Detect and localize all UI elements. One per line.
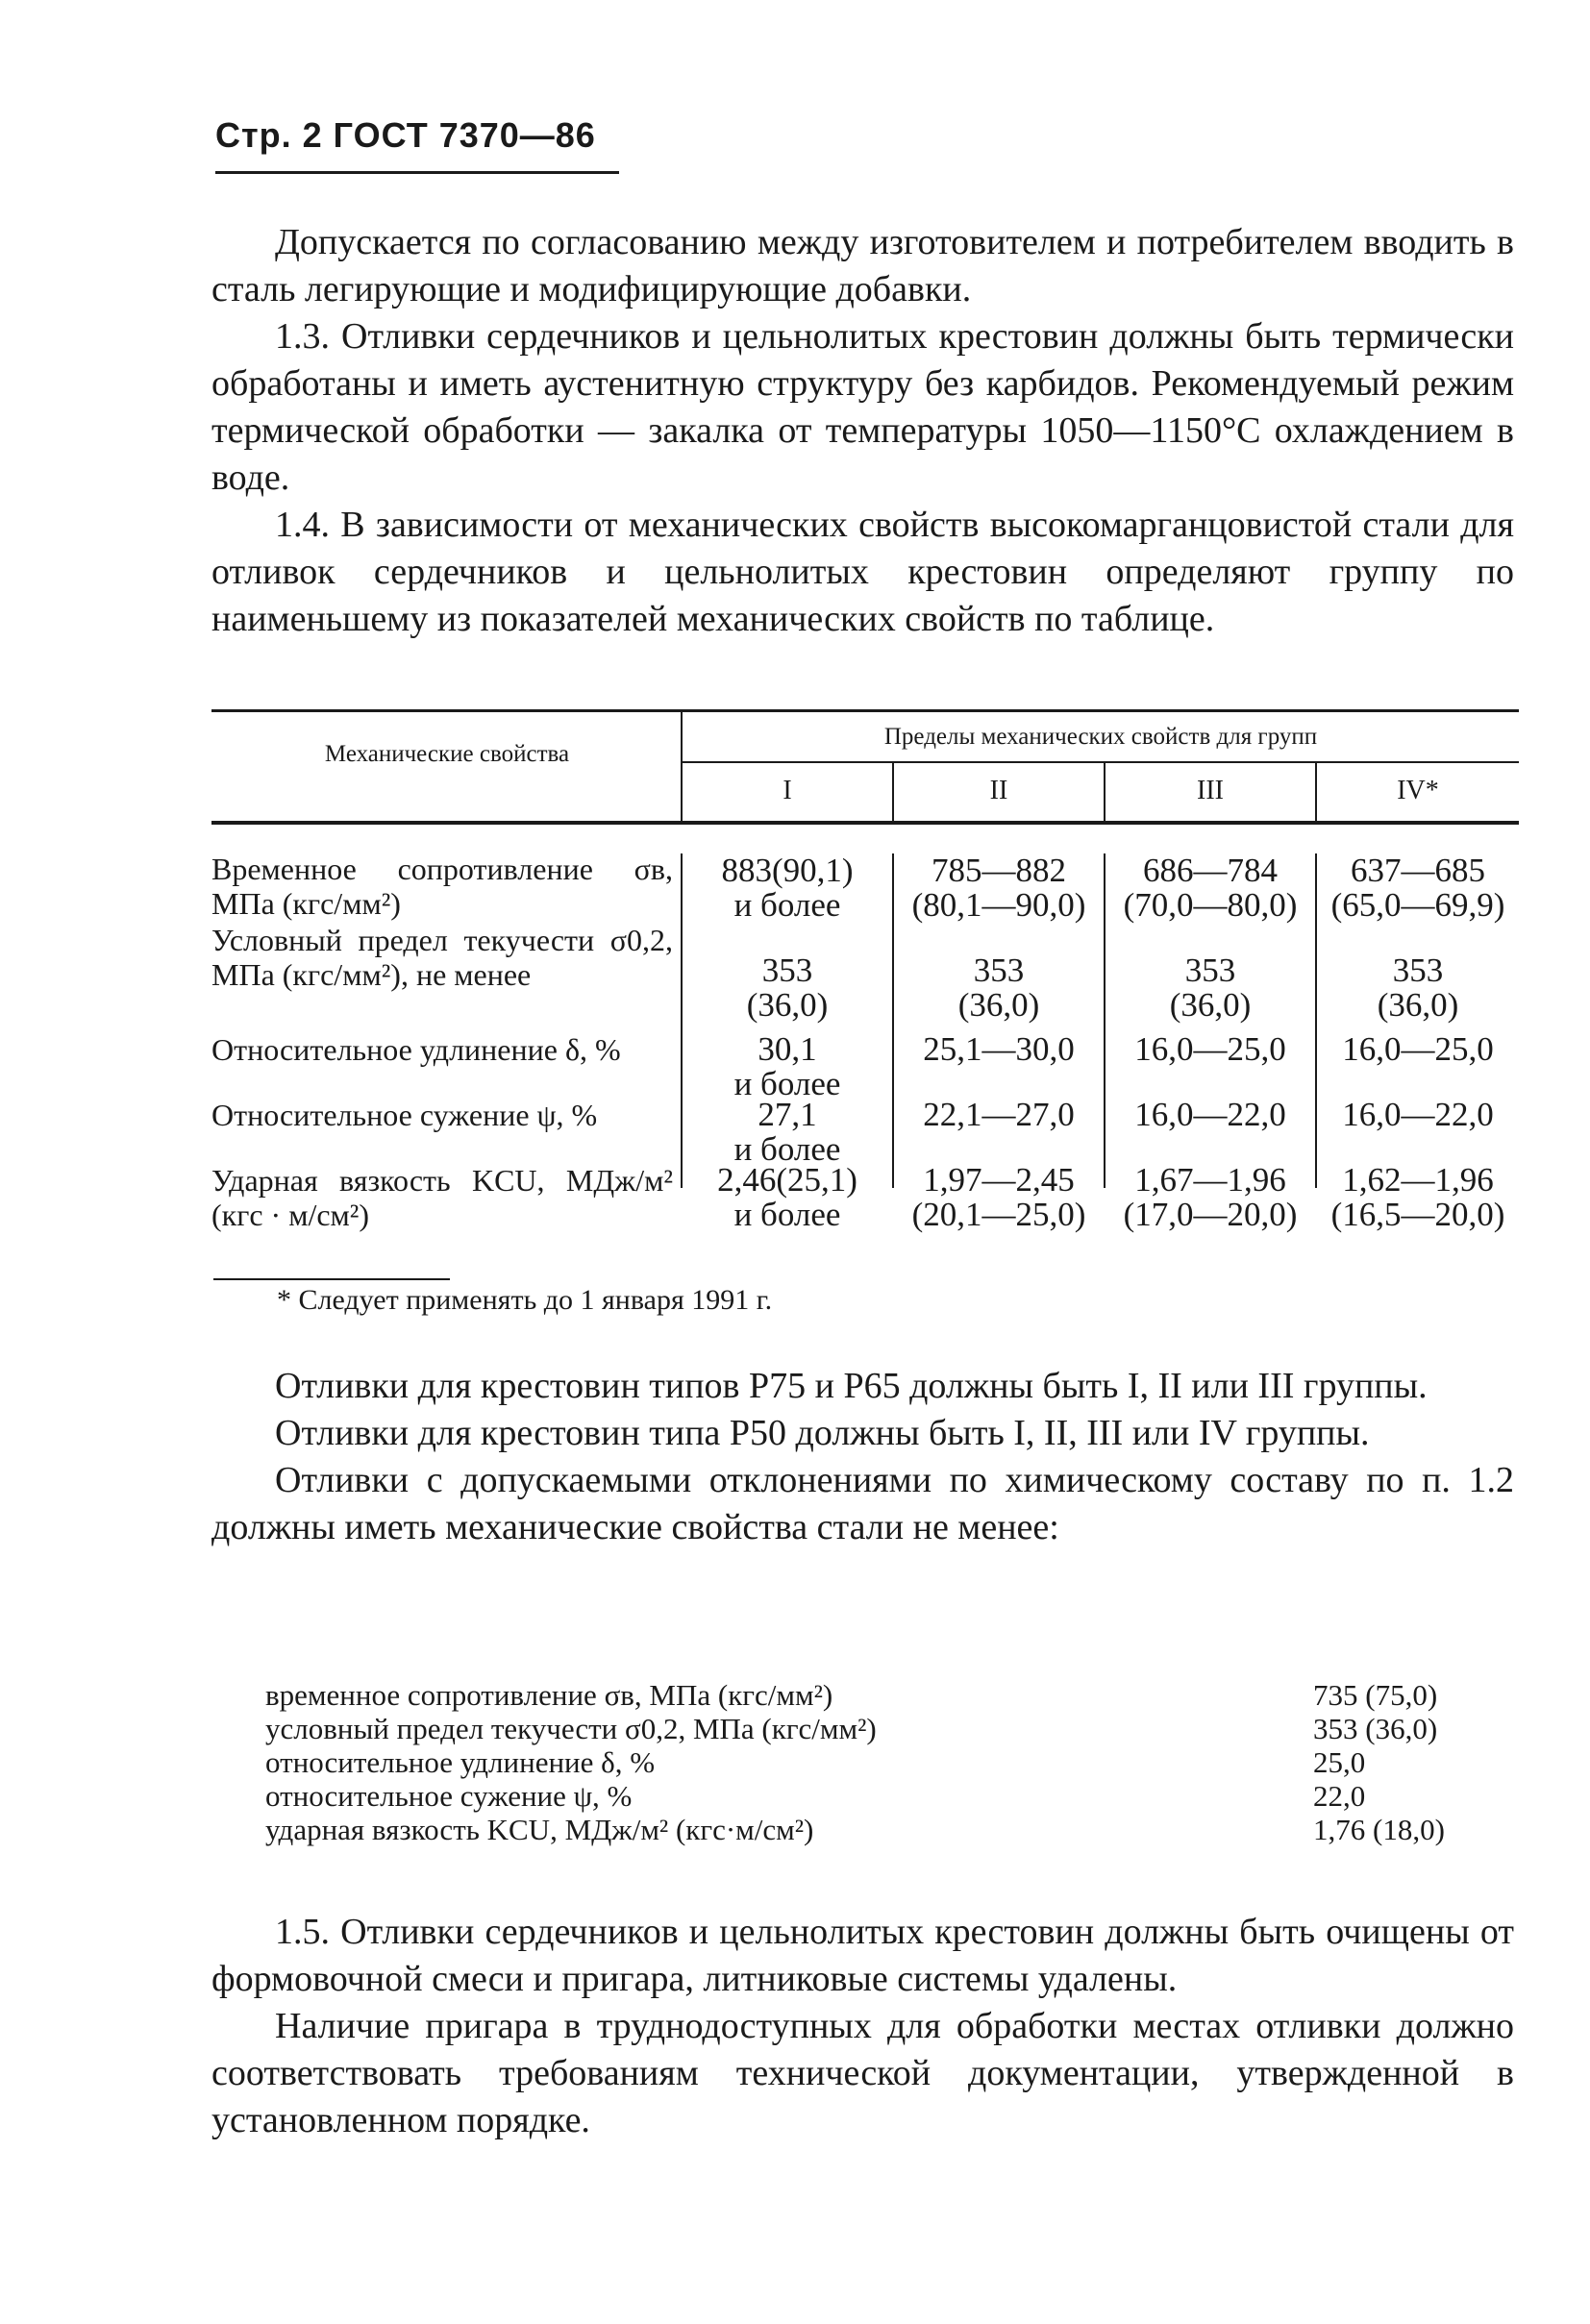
text-block-groups xyxy=(211,1363,1514,1551)
table-cell: 16,0—22,0 xyxy=(1342,1096,1494,1133)
table-cell: 25,1—30,0 xyxy=(923,1030,1075,1068)
table-divider xyxy=(1315,763,1317,823)
property-name: относительное сужение ψ, % xyxy=(265,1779,633,1813)
table-cell: 353 (36,0) xyxy=(746,952,829,1024)
table-cell: 785—882 (80,1—90,0) xyxy=(911,852,1086,924)
table-subheader-rule xyxy=(683,761,1519,763)
header-rule xyxy=(215,171,619,174)
table-cell: 353 (36,0) xyxy=(1169,952,1252,1024)
group-header-3: III xyxy=(1197,776,1224,805)
page-number: Стр. 2 xyxy=(215,115,323,155)
text-block-top xyxy=(211,219,1514,643)
row-name: Временное сопротивление σв, МПа (кгс/мм²) xyxy=(211,852,673,921)
table-cell: 22,1—27,0 xyxy=(923,1096,1075,1133)
row-name: Ударная вязкость KCU, МДж/м² (кгс · м/см²) xyxy=(211,1163,673,1232)
property-name: ударная вязкость KCU, МДж/м² (кгс·м/см²) xyxy=(265,1813,814,1846)
table-cell: 1,62—1,96 (16,5—20,0) xyxy=(1330,1161,1505,1233)
paragraph-1-4: 1.4. В зависимости от механических свойств высокомарганцовистой стали для отливок сердечников и цельнолитых крестовин определяют группу по наименьшему из показателей механических свойств по таблице. xyxy=(211,505,1514,639)
property-name: условный предел текучести σ0,2, МПа (кгс/мм²) xyxy=(265,1712,877,1745)
table-cell: 2,46(25,1) и более xyxy=(717,1161,857,1233)
footnote: * Следует применять до 1 января 1991 г. xyxy=(277,1284,773,1316)
list-item xyxy=(265,1712,1515,1745)
paragraph-1-3: 1.3. Отливки сердечников и цельнолитых крестовин должны быть термически обработаны и иметь аустенитную структуру без карбидов. Рекомендуемый режим термической обработки — закалка от температуры 1050—1150°С охлаждением в воде. xyxy=(211,316,1514,498)
property-value: 25,0 xyxy=(1313,1745,1366,1779)
paragraph-p50: Отливки для крестовин типа Р50 должны быть I, II, III или IV группы. xyxy=(275,1413,1370,1453)
row-name: Условный предел текучести σ0,2, МПа (кгс/мм²), не менее xyxy=(211,923,673,992)
group-header-4: IV* xyxy=(1397,776,1439,805)
table-top-rule xyxy=(211,709,1519,712)
standard-code: ГОСТ 7370—86 xyxy=(333,115,596,155)
table-divider xyxy=(681,712,683,823)
table-cell: 30,1 и более xyxy=(733,1030,841,1102)
table-cell: 27,1 и более xyxy=(733,1096,841,1168)
page-header xyxy=(215,115,596,156)
paragraph-burn-on: Наличие пригара в труднодоступных для обработки местах отливки должно соответствовать требованиям технической документации, утвержденной в установленном порядке. xyxy=(211,2006,1514,2140)
property-value: 353 (36,0) xyxy=(1313,1712,1438,1745)
group-header-1: I xyxy=(783,776,792,805)
group-header-2: II xyxy=(989,776,1008,805)
text-block-bottom xyxy=(211,1909,1514,2144)
paragraph-p75: Отливки для крестовин типов Р75 и Р65 должны быть I, II или III группы. xyxy=(275,1366,1428,1406)
table-cell: 353 (36,0) xyxy=(957,952,1040,1024)
list-item xyxy=(265,1745,1515,1779)
row-name: Относительное сужение ψ, % xyxy=(211,1098,598,1132)
minimum-properties-list xyxy=(265,1678,1515,1846)
table-cell: 16,0—25,0 xyxy=(1134,1030,1286,1068)
property-name: относительное удлинение δ, % xyxy=(265,1745,656,1779)
property-value: 735 (75,0) xyxy=(1313,1678,1438,1712)
paragraph-deviations: Отливки с допускаемыми отклонениями по химическому составу по п. 1.2 должны иметь механические свойства стали не менее: xyxy=(211,1460,1514,1547)
table-cell: 16,0—22,0 xyxy=(1134,1096,1286,1133)
list-item xyxy=(265,1678,1515,1712)
table-cell: 637—685 (65,0—69,9) xyxy=(1330,852,1505,924)
table-header-limits: Пределы механических свойств для групп xyxy=(883,724,1318,750)
table-divider xyxy=(892,763,894,823)
footnote-rule xyxy=(213,1278,450,1280)
table-cell: 16,0—25,0 xyxy=(1342,1030,1494,1068)
table-divider xyxy=(1104,763,1106,823)
list-item xyxy=(265,1813,1515,1846)
property-value: 22,0 xyxy=(1313,1779,1366,1813)
table-cell: 686—784 (70,0—80,0) xyxy=(1123,852,1298,924)
property-name: временное сопротивление σв, МПа (кгс/мм²) xyxy=(265,1678,833,1712)
table-cell: 1,97—2,45 (20,1—25,0) xyxy=(911,1161,1086,1233)
table-cell: 883(90,1) и более xyxy=(721,852,854,924)
table-cell: 353 (36,0) xyxy=(1377,952,1459,1024)
table-cell: 1,67—1,96 (17,0—20,0) xyxy=(1123,1161,1298,1233)
paragraph-1-5: 1.5. Отливки сердечников и цельнолитых крестовин должны быть очищены от формовочной смеси и пригара, литниковые системы удалены. xyxy=(211,1912,1514,1999)
table-header-rule xyxy=(211,821,1519,825)
row-name: Относительное удлинение δ, % xyxy=(211,1032,621,1067)
table-header-properties: Механические свойства xyxy=(324,741,570,767)
list-item xyxy=(265,1779,1515,1813)
property-value: 1,76 (18,0) xyxy=(1313,1813,1445,1846)
paragraph-additives: Допускается по согласованию между изготовителем и потребителем вводить в сталь легирующие и модифицирующие добавки. xyxy=(211,222,1514,309)
